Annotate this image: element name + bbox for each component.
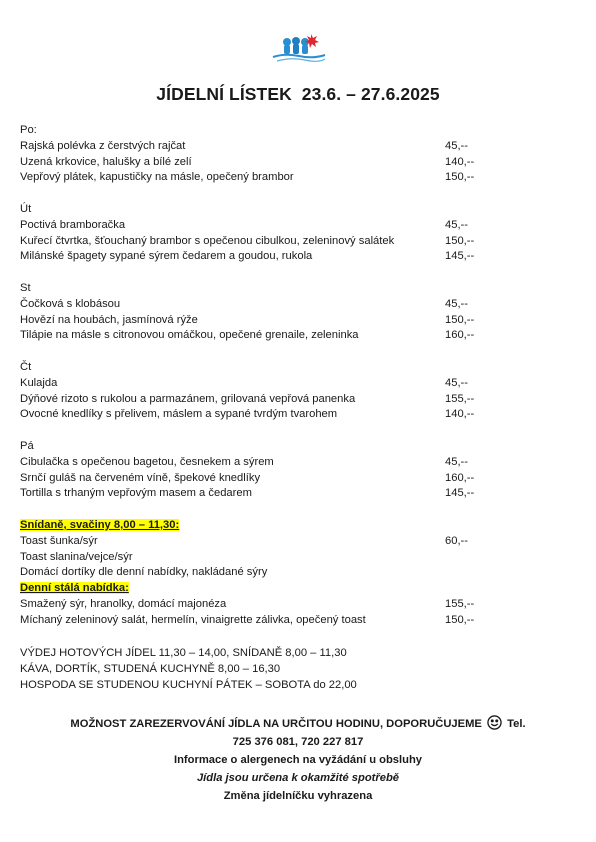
item-price: 145,-- [445, 487, 475, 500]
item-name: Míchaný zeleninový salát, hermelín, vinaigrette zálivka, opečený toast [20, 613, 366, 626]
item-name: Cibulačka s opečenou bagetou, česnekem a sýrem [20, 455, 274, 468]
info-line: HOSPODA SE STUDENOU KUCHYNÍ PÁTEK – SOBOTA do 22,00 [20, 678, 357, 691]
menu-item [20, 550, 490, 566]
menu-item [20, 471, 490, 487]
menu-item [20, 234, 490, 250]
day-label-monday: Po: [20, 124, 37, 136]
menu-item [20, 407, 490, 423]
menu-item [20, 486, 490, 502]
item-name: Hovězí na houbách, jasmínová rýže [20, 313, 198, 326]
breakfast-heading-row [20, 518, 490, 534]
item-price: 45,-- [445, 376, 469, 389]
menu-item [20, 328, 490, 344]
item-price: 45,-- [445, 455, 469, 468]
logo-icon [271, 30, 327, 62]
menu-item [20, 139, 490, 155]
menu-item [20, 565, 490, 581]
item-price: 150,-- [445, 234, 475, 247]
menu-item [20, 155, 490, 171]
item-name: Kulajda [20, 376, 58, 389]
item-name: Smažený sýr, hranolky, domácí majonéza [20, 597, 227, 610]
item-price: 45,-- [445, 218, 469, 231]
info-line: VÝDEJ HOTOVÝCH JÍDEL 11,30 – 14,00, SNÍDANĚ 8,00 – 11,30 [20, 647, 347, 659]
item-price: 155,-- [445, 597, 475, 610]
menu-item [20, 170, 490, 186]
menu-item [20, 392, 490, 408]
smiley-icon [487, 715, 502, 730]
item-name: Uzená krkovice, halušky a bílé zelí [20, 155, 192, 168]
item-name: Tortilla s trhaným vepřovým masem a čedarem [20, 487, 252, 500]
menu-item [20, 297, 490, 313]
item-price: 160,-- [445, 471, 475, 484]
phone-numbers: 725 376 081, 720 227 817 [232, 736, 364, 748]
footer-notes [0, 715, 596, 805]
day-label-friday: Pá [20, 439, 34, 452]
item-price: 150,-- [445, 313, 475, 326]
item-name: Srnčí guláš na červeném víně, špekové knedlíky [20, 471, 261, 484]
tel-label: Tel. [507, 718, 526, 730]
menu-item [20, 597, 490, 613]
menu-item [20, 613, 490, 629]
item-name: Rajská polévka z čerstvých rajčat [20, 139, 186, 152]
menu-item [20, 218, 490, 234]
reservation-text: MOŽNOST ZAREZERVOVÁNÍ JÍDLA NA URČITOU HODINU, DOPORUČUJEME [70, 718, 482, 730]
menu-item [20, 249, 490, 265]
allergen-info: Informace o alergenech na vyžádání u obsluhy [173, 754, 423, 766]
item-price: 150,-- [445, 613, 475, 626]
immediate-consumption-note: Jídla jsou určena k okamžité spotřebě [196, 772, 400, 784]
menu-title: JÍDELNÍ LÍSTEK 23.6. – 27.6.2025 [156, 84, 440, 104]
menu-list [20, 123, 490, 629]
day-label-tuesday: Út [20, 202, 32, 215]
item-name: Domácí dortíky dle denní nabídky, nakládané sýry [20, 566, 268, 579]
daily-heading-row [20, 581, 490, 597]
item-name: Milánské špagety sypané sýrem čedarem a goudou, rukola [20, 250, 313, 263]
item-price: 140,-- [445, 155, 475, 168]
item-price: 155,-- [445, 392, 475, 405]
breakfast-heading: Snídaně, svačiny 8,00 – 11,30: [20, 518, 180, 531]
daily-heading: Denní stálá nabídka: [20, 582, 129, 595]
item-price: 150,-- [445, 171, 475, 184]
menu-change-note: Změna jídelníčku vyhrazena [223, 790, 373, 802]
item-name: Vepřový plátek, kapustičky na másle, opečený brambor [20, 171, 294, 184]
item-name: Tilápie na másle s citronovou omáčkou, opečené grenaile, zeleninka [20, 329, 359, 342]
item-name: Toast slanina/vejce/sýr [20, 550, 133, 563]
item-price: 145,-- [445, 250, 475, 263]
item-price: 60,-- [445, 534, 469, 547]
item-name: Toast šunka/sýr [20, 534, 98, 547]
menu-item [20, 534, 490, 550]
item-name: Poctivá bramboračka [20, 218, 126, 231]
day-label-wednesday: St [20, 281, 31, 294]
item-name: Čočková s klobásou [20, 297, 121, 310]
item-price: 160,-- [445, 329, 475, 342]
item-price: 140,-- [445, 408, 475, 421]
day-label-thursday: Čt [20, 360, 32, 373]
opening-hours [20, 646, 357, 693]
item-name: Kuřecí čtvrtka, šťouchaný brambor s opečenou cibulkou, zeleninový salátek [20, 234, 395, 247]
item-name: Dýňové rizoto s rukolou a parmazánem, grilovaná vepřová panenka [20, 392, 356, 405]
menu-item [20, 455, 490, 471]
reservation-line [0, 715, 596, 733]
item-price: 45,-- [445, 297, 469, 310]
info-line: KÁVA, DORTÍK, STUDENÁ KUCHYNĚ 8,00 – 16,30 [20, 662, 281, 675]
menu-item [20, 376, 490, 392]
item-price: 45,-- [445, 139, 469, 152]
menu-item [20, 313, 490, 329]
item-name: Ovocné knedlíky s přelivem, máslem a sypané tvrdým tvarohem [20, 408, 338, 421]
